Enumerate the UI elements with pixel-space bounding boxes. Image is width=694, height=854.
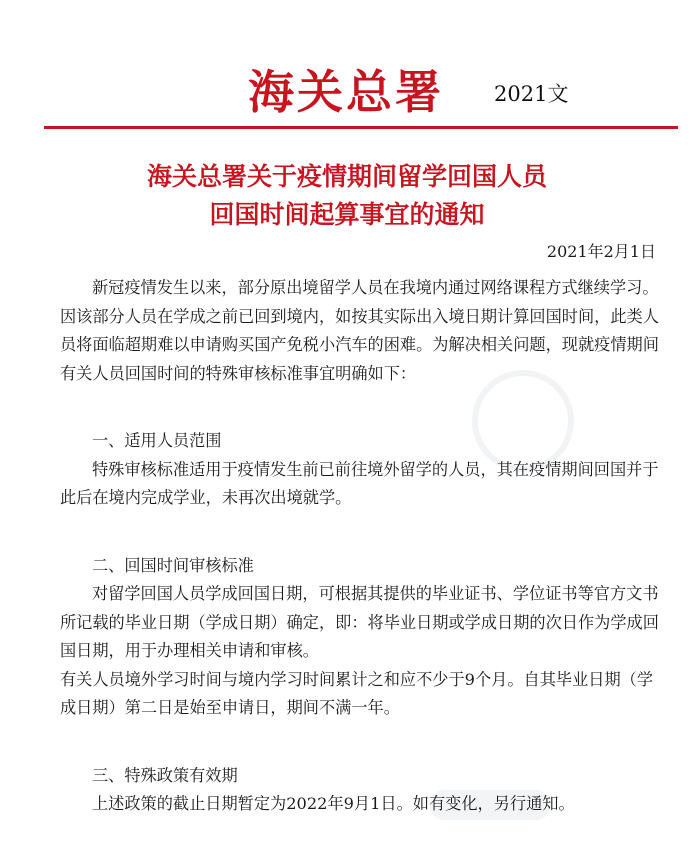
- agency-name: 海关总署: [248, 65, 444, 119]
- letterhead: [0, 50, 694, 120]
- document-body: [60, 274, 660, 819]
- title-line-1: 海关总署关于疫情期间留学回国人员: [146, 162, 547, 191]
- title-line-2: 回国时间起算事宜的通知: [209, 200, 485, 229]
- document-title: [0, 158, 694, 234]
- section-paragraph: 有关人员境外学习时间与境内学习时间累计之和应不少于9个月。自其毕业日期（学成日期）第二日是始至申请日，期间不满一年。: [60, 669, 654, 717]
- issue-date: 2021年2月1日: [546, 242, 656, 261]
- section-paragraph: 特殊审核标准适用于疫情发生前已前往境外留学的人员，其在疫情期间回国并于此后在境内完成学业，未再次出境就学。: [60, 459, 659, 507]
- intro-paragraph: 新冠疫情发生以来，部分原出境留学人员在我境内通过网络课程方式继续学习。因该部分人员在学成之前已回到境内，如按其实际出入境日期计算回国时间，此类人员将面临超期难以申请购买国产免税小汽车的困难。为解决相关问题，现就疫情期间有关人员回国时间的特殊审核标准事宜明确如下：: [60, 278, 659, 383]
- section-paragraph: 对留学回国人员学成回国日期，可根据其提供的毕业证书、学位证书等官方文书所记载的毕业日期（学成日期）确定，即：将毕业日期或学成日期的次日作为学成回国日期，用于办理相关申请和审核。: [60, 584, 659, 660]
- letterhead-divider: [44, 126, 678, 129]
- section-heading: 二、回国时间审核标准: [92, 555, 254, 575]
- document-number: 2021文: [494, 82, 569, 106]
- section-paragraph: 上述政策的截止日期暂定为2022年9月1日。如有变化，另行通知。: [92, 794, 575, 813]
- section-heading: 三、特殊政策有效期: [92, 765, 238, 785]
- section-heading: 一、适用人员范围: [92, 431, 222, 450]
